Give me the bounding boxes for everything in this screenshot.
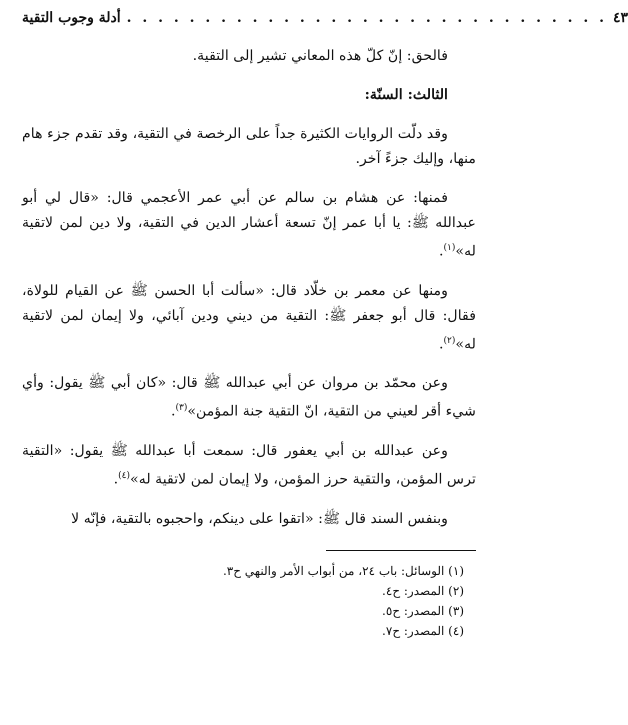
paragraph-narration-2: ومنها عن معمر بن خلّاد قال: «سألت أبا الحسن ﷺ عن القيام للولاة، فقال: قال أبو جعفر ﷺ: التقية من ديني ودين آبائي، ولا إيمان لمن لاتقية له»$^{(٢)}$. [22,282,476,353]
footnote-1: (١) الوسائل: باب ٢٤، من أبواب الأمر والنهي ح٣. [222,563,464,578]
page-body [22,44,476,532]
header-title: أدلة وجوب التقية [22,10,121,26]
footnote-separator [326,550,476,551]
section-heading: الثالث: السنّة: [364,87,448,103]
paragraph-narration-1: فمنها: عن هشام بن سالم عن أبي عمر الأعجمي قال: «قال لي أبو عبدالله ﷺ: يا أبا عمر إنّ تسعة أعشار الدين في التقية، ولا دين لمن لاتقية له»$^{(١)}$. [22,190,476,260]
footnote-3: (٣) المصدر: ح٥. [382,603,464,618]
paragraph-intro: وقد دلّت الروايات الكثيرة جداً على الرخصة في التقية، وقد تقدم جزء هام منها، وإليك جزءً آخر. [22,126,476,167]
footnote-mark-2: (٢) [443,335,456,346]
paragraph-narration-3: وعن محمّد بن مروان عن أبي عبدالله ﷺ قال: «كان أبي ﷺ يقول: وأي شيء أقر لعيني من التقية، انّ التقية جنة المؤمن»$^{(٣)}$. [22,375,476,421]
narration-4-text: وعن عبدالله بن أبي يعفور قال: سمعت أبا عبدالله ﷺ يقول: «التقية ترس المؤمن، والتقية حرز المؤمن، ولا إيمان لمن لاتقية له» [22,443,476,488]
footnote-mark-4: (٤) [118,471,131,482]
narration-1-text: فمنها: عن هشام بن سالم عن أبي عمر الأعجمي قال: «قال لي أبو عبدالله ﷺ: يا أبا عمر إنّ تسعة أعشار الدين في التقية، ولا دين لمن لاتقية له» [22,190,476,260]
footnote-4: (٤) المصدر: ح٧. [382,623,464,638]
footnote-mark-3: (٣) [175,403,188,414]
paragraph-conclusion: فالحق: إنّ كلّ هذه المعاني تشير إلى التقية. [192,48,448,64]
footnotes [22,561,476,641]
footnote-2: (٢) المصدر: ح٤. [382,583,464,598]
header-leader-dots: . . . . . . . . . . . . . . . . . . . . . . . . . . . . . . . [126,10,607,26]
running-header [22,10,628,30]
paragraph-narration-5: وبنفس السند قال ﷺ: «اتقوا على دينكم، واحجبوه بالتقية، فإنّه لا [71,510,448,527]
narration-2-text: ومنها عن معمر بن خلّاد قال: «سألت أبا الحسن ﷺ عن القيام للولاة، فقال: قال أبو جعفر ﷺ: التقية من ديني ودين آبائي، ولا إيمان لمن لاتقية له» [22,282,476,353]
paragraph-narration-4: وعن عبدالله بن أبي يعفور قال: سمعت أبا عبدالله ﷺ يقول: «التقية ترس المؤمن، والتقية حرز المؤمن، ولا إيمان لمن لاتقية له»$^{(٤)}$. [22,443,476,488]
narration-3-text: وعن محمّد بن مروان عن أبي عبدالله ﷺ قال: «كان أبي ﷺ يقول: وأي شيء أقر لعيني من التقية، انّ التقية جنة المؤمن» [22,375,476,421]
page-number: ٤٣ [613,10,628,26]
footnote-mark-1: (١) [443,243,456,253]
